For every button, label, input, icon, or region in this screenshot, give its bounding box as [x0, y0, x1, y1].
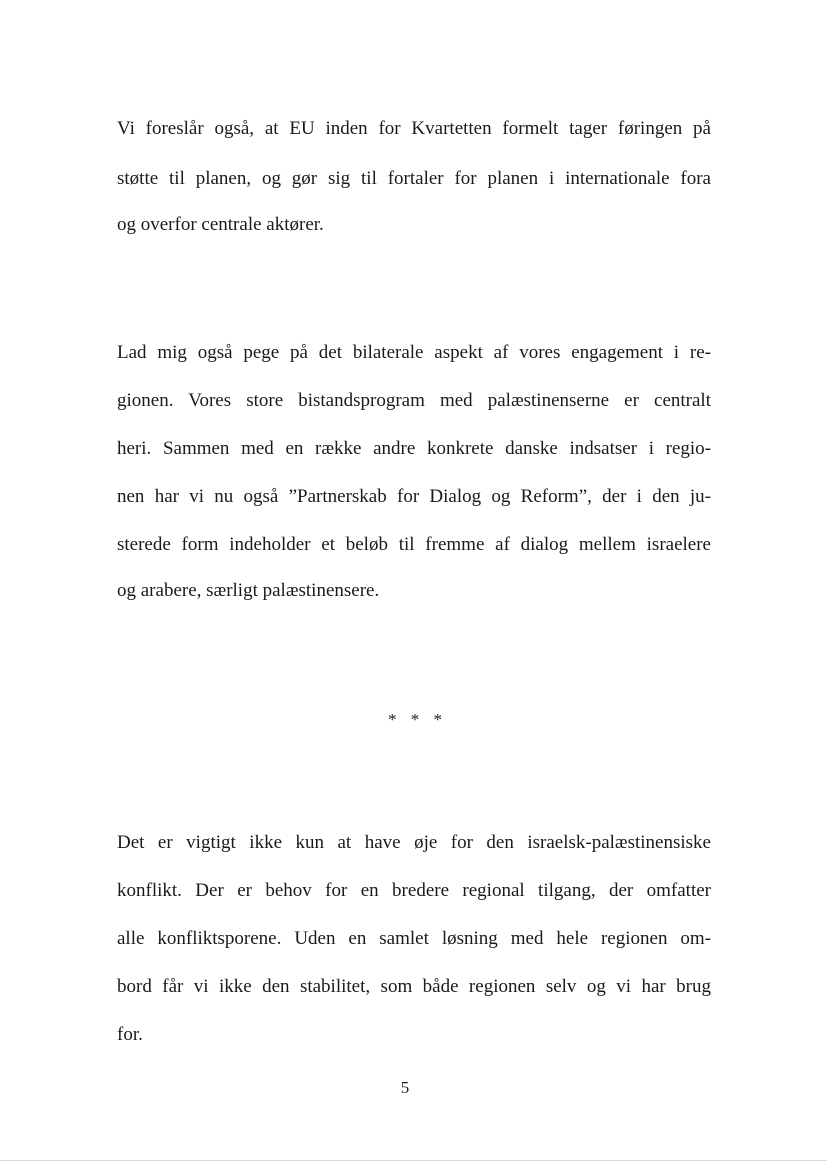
- paragraph-line: og arabere, særligt palæstinensere.: [117, 580, 380, 601]
- paragraph-line: nen har vi nu også ”Partnerskab for Dialog og Reform”, der i den ju-: [117, 486, 711, 507]
- paragraph-line: bord får vi ikke den stabilitet, som både regionen selv og vi har brug: [117, 976, 711, 997]
- paragraph-line: støtte til planen, og gør sig til fortaler for planen i internationale fora: [117, 168, 711, 189]
- paragraph-line: alle konfliktsporene. Uden en samlet løsning med hele regionen om-: [117, 928, 711, 949]
- page-bottom-edge: [0, 1160, 827, 1161]
- paragraph-line: konflikt. Der er behov for en bredere regional tilgang, der omfatter: [117, 880, 711, 901]
- paragraph-line: for.: [117, 1024, 143, 1045]
- paragraph-line: gionen. Vores store bistandsprogram med palæstinenserne er centralt: [117, 390, 711, 411]
- page-number: 5: [400, 1078, 410, 1097]
- paragraph-line: sterede form indeholder et beløb til fremme af dialog mellem israelere: [117, 534, 711, 555]
- paragraph-line: Det er vigtigt ikke kun at have øje for den israelsk-palæstinensiske: [117, 832, 711, 853]
- paragraph-line: og overfor centrale aktører.: [117, 214, 324, 235]
- section-break: * * *: [388, 710, 442, 729]
- paragraph-line: heri. Sammen med en række andre konkrete danske indsatser i regio-: [117, 438, 711, 459]
- paragraph-line: Vi foreslår også, at EU inden for Kvartetten formelt tager føringen på: [117, 118, 711, 139]
- paragraph-line: Lad mig også pege på det bilaterale aspekt af vores engagement i re-: [117, 342, 711, 363]
